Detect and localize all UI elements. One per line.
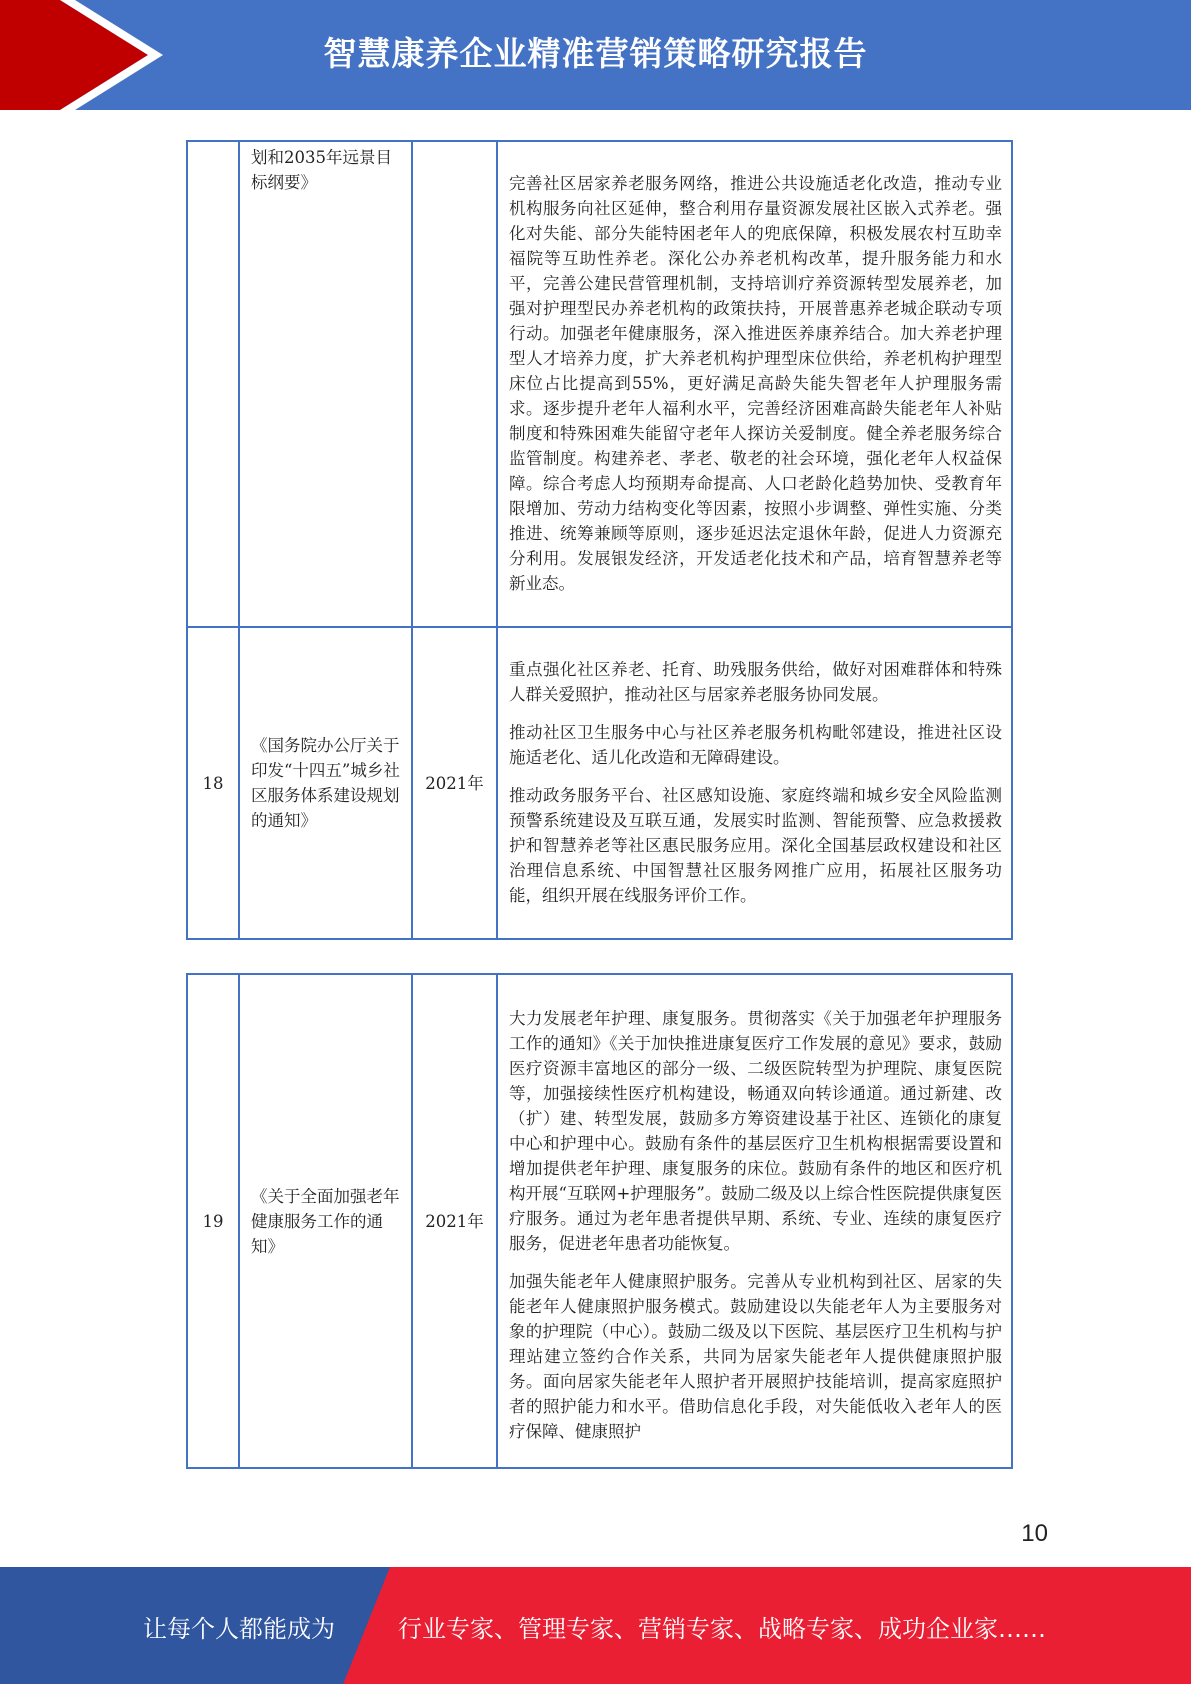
policy-document-name: 《关于全面加强老年健康服务工作的通知》 <box>239 974 412 1468</box>
policy-content <box>497 974 1012 1468</box>
policy-document-name: 划和2035年远景目标纲要》 <box>239 141 412 627</box>
policy-year <box>412 141 497 627</box>
footer-slogan-left: 让每个人都能成为 <box>143 1615 335 1643</box>
table-row <box>187 627 1012 939</box>
policy-content <box>497 141 1012 627</box>
report-title: 智慧康养企业精准营销策略研究报告 <box>323 34 868 73</box>
policy-document-name: 《国务院办公厅关于印发“十四五”城乡社区服务体系建设规划的通知》 <box>239 627 412 939</box>
content-paragraph: 重点强化社区养老、托育、助残服务供给，做好对困难群体和特殊人群关爱照护，推动社区与居家养老服务协同发展。 <box>509 659 1002 704</box>
content-paragraph: 完善社区居家养老服务网络，推进公共设施适老化改造，推动专业机构服务向社区延伸，整合利用存量资源发展社区嵌入式养老。强化对失能、部分失能特困老年人的兜底保障，积极发展农村互助幸福院等互助性养老。深化公办养老机构改革，提升服务能力和水平，完善公建民营管理机制，支持培训疗养资源转型发展养老，加强对护理型民办养老机构的政策扶持，开展普惠养老城企联动专项行动。加强老年健康服务，深入推进医养康养结合。加大养老护理型人才培养力度，扩大养老机构护理型床位供给，养老机构护理型床位占比提高到55%，更好满足高龄失能失智老年人护理服务需求。逐步提升老年人福利水平，完善经济困难高龄失能老年人补贴制度和特殊困难失能留守老年人探访关爱制度。健全养老服务综合监管制度。构建养老、孝老、敬老的社会环境，强化老年人权益保障。综合考虑人均预期寿命提高、人口老龄化趋势加快、受教育年限增加、劳动力结构变化等因素，按照小步调整、弹性实施、分类推进、统筹兼顾等原则，逐步延迟法定退休年龄，促进人力资源充分利用。发展银发经济，开发适老化技术和产品，培育智慧养老等新业态。 <box>509 173 1002 593</box>
table-row <box>187 974 1012 1468</box>
row-number: 18 <box>187 627 239 939</box>
table-row <box>187 141 1012 627</box>
policy-table <box>186 973 1013 1469</box>
row-number <box>187 141 239 627</box>
page-footer <box>0 1567 1191 1684</box>
footer-slogan-right: 行业专家、管理专家、营销专家、战略专家、成功企业家…… <box>398 1615 1046 1643</box>
policy-content <box>497 627 1012 939</box>
page-header <box>0 0 1191 110</box>
chevron-arrow-icon <box>0 0 170 110</box>
content-paragraph: 推动政务服务平台、社区感知设施、家庭终端和城乡安全风险监测预警系统建设及互联互通，发展实时监测、智能预警、应急救援救护和智慧养老等社区惠民服务应用。深化全国基层政权建设和社区治理信息系统、中国智慧社区服务网推广应用，拓展社区服务功能，组织开展在线服务评价工作。 <box>509 785 1002 905</box>
policy-year: 2021年 <box>412 974 497 1468</box>
row-number: 19 <box>187 974 239 1468</box>
content-paragraph: 大力发展老年护理、康复服务。贯彻落实《关于加强老年护理服务工作的通知》《关于加快推进康复医疗工作发展的意见》要求，鼓励医疗资源丰富地区的部分一级、二级医院转型为护理院、康复医院等，加强接续性医疗机构建设，畅通双向转诊通道。通过新建、改（扩）建、转型发展，鼓励多方筹资建设基于社区、连锁化的康复中心和护理中心。鼓励有条件的基层医疗卫生机构根据需要设置和增加提供老年护理、康复服务的床位。鼓励有条件的地区和医疗机构开展“互联网+护理服务”。鼓励二级及以上综合性医院提供康复医疗服务。通过为老年患者提供早期、系统、专业、连续的康复医疗服务，促进老年患者功能恢复。 <box>509 1009 1002 1253</box>
content-paragraph: 推动社区卫生服务中心与社区养老服务机构毗邻建设，推进社区设施适老化、适儿化改造和无障碍建设。 <box>509 722 1002 767</box>
policy-table-continued <box>186 140 1013 940</box>
content-paragraph: 加强失能老年人健康照护服务。完善从专业机构到社区、居家的失能老年人健康照护服务模式。鼓励建设以失能老年人为主要服务对象的护理院（中心）。鼓励二级及以下医院、基层医疗卫生机构与护理站建立签约合作关系，共同为居家失能老年人提供健康照护服务。面向居家失能老年人照护者开展照护技能培训，提高家庭照护者的照护能力和水平。借助信息化手段，对失能低收入老年人的医疗保障、健康照护 <box>509 1272 1002 1441</box>
page-number: 10 <box>1021 1520 1048 1547</box>
policy-year: 2021年 <box>412 627 497 939</box>
